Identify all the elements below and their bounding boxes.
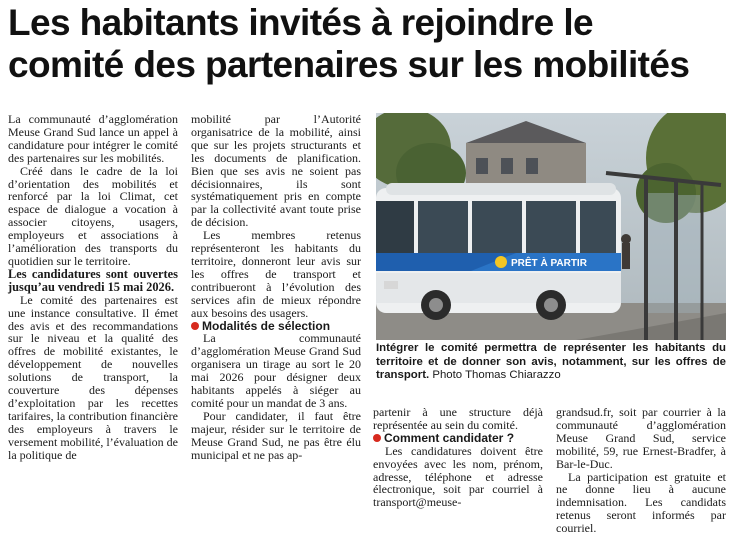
body-paragraph: La communauté d’agglomération Meuse Grand Sud organisera un tirage au sort le 20 mai 2026 pour désigner deux habitants appelés à siéger au comité pour un mandat de 3 ans. [191, 331, 361, 410]
article-headline [8, 2, 728, 86]
bus-banner-text: PRÊT À PARTIR [511, 258, 587, 269]
article-photo [376, 113, 726, 340]
article-column-3 [373, 406, 543, 509]
lead-paragraph: La communauté d’agglomération Meuse Grand Sud lance un appel à candidature pour intégrer le comité des partenaires sur les mobilités. [8, 112, 178, 165]
subheading-text: Modalités de sélection [202, 318, 331, 333]
body-paragraph: mobilité par l’Autorité organisatrice de la mobilité, ainsi que sur les projets structurants et les documents de planification. Bien que ses avis ne soient pas décisionnaires, ils sont systématiquement pris en compte par la collectivité avant toute prise de décision. [191, 112, 361, 230]
headline-line-1: Les habitants invités à rejoindre le [8, 2, 593, 43]
body-paragraph: grandsud.fr, soit par courrier à la communauté d’agglomération Meuse Grand Sud, service mobilité, 59, rue Ernest-Bradfer, à Bar-le-Duc. [556, 405, 726, 471]
body-paragraph: Le comité des partenaires est une instance consultative. Il émet des avis et des recommandations sur le niveau et la qualité des offres de mobilité existantes, le développement de nouvelles solutions de transport, la couverture des dépenses d’exploitation par les recettes tarifaires, la contribution financière des employeurs à travers le versement mobilité, l’évaluation de la politique de [8, 292, 178, 462]
body-paragraph: La participation est gratuite et ne donne lieu à aucune indemnisation. Les candidats retenus seront informés par courriel. [556, 469, 726, 536]
headline-line-2: comité des partenaires sur les mobilités [8, 44, 690, 85]
photo-credit: Photo Thomas Chiarazzo [432, 369, 561, 382]
red-bullet-icon [191, 322, 199, 330]
photo-caption [376, 342, 726, 383]
red-bullet-icon [373, 434, 381, 442]
caption-text: Intégrer le comité permettra de représenter les habitants du territoire et de donner son avis, notamment, sur les offres de transport. [376, 342, 726, 382]
body-paragraph: Créé dans le cadre de la loi d’orientation des mobilités et renforcé par la loi Climat, cet espace de dialogue a vocation à associer citoyens, usagers, employeurs et associations à l’amélioration des transports du quotidien sur le territoire. [8, 163, 178, 268]
subheading-text: Comment candidater ? [384, 430, 515, 445]
deadline-paragraph: Les candidatures sont ouvertes jusqu’au vendredi 15 mai 2026. [8, 266, 178, 294]
section-subheading [373, 432, 543, 445]
article-column-1 [8, 113, 178, 461]
bus-stop-photo [376, 113, 726, 340]
article-column-2 [191, 113, 361, 461]
body-paragraph: Les candidatures doivent être envoyées avec les nom, prénom, adresse, téléphone et adresse électronique, soit par courriel à transport@meuse- [373, 443, 543, 510]
body-paragraph: Les membres retenus représenteront les habitants du territoire, donneront leur avis sur les offres de transport et contribueront à l’évolution des services afin de mieux répondre aux besoins des usagers. [191, 228, 361, 320]
body-paragraph: Pour candidater, il faut être majeur, résider sur le territoire de Meuse Grand Sud, ne pas être élu municipal et ne pas ap- [191, 408, 361, 462]
body-paragraph: partenir à une structure déjà représentée au sein du comité. [373, 405, 543, 432]
article-column-4 [556, 406, 726, 535]
